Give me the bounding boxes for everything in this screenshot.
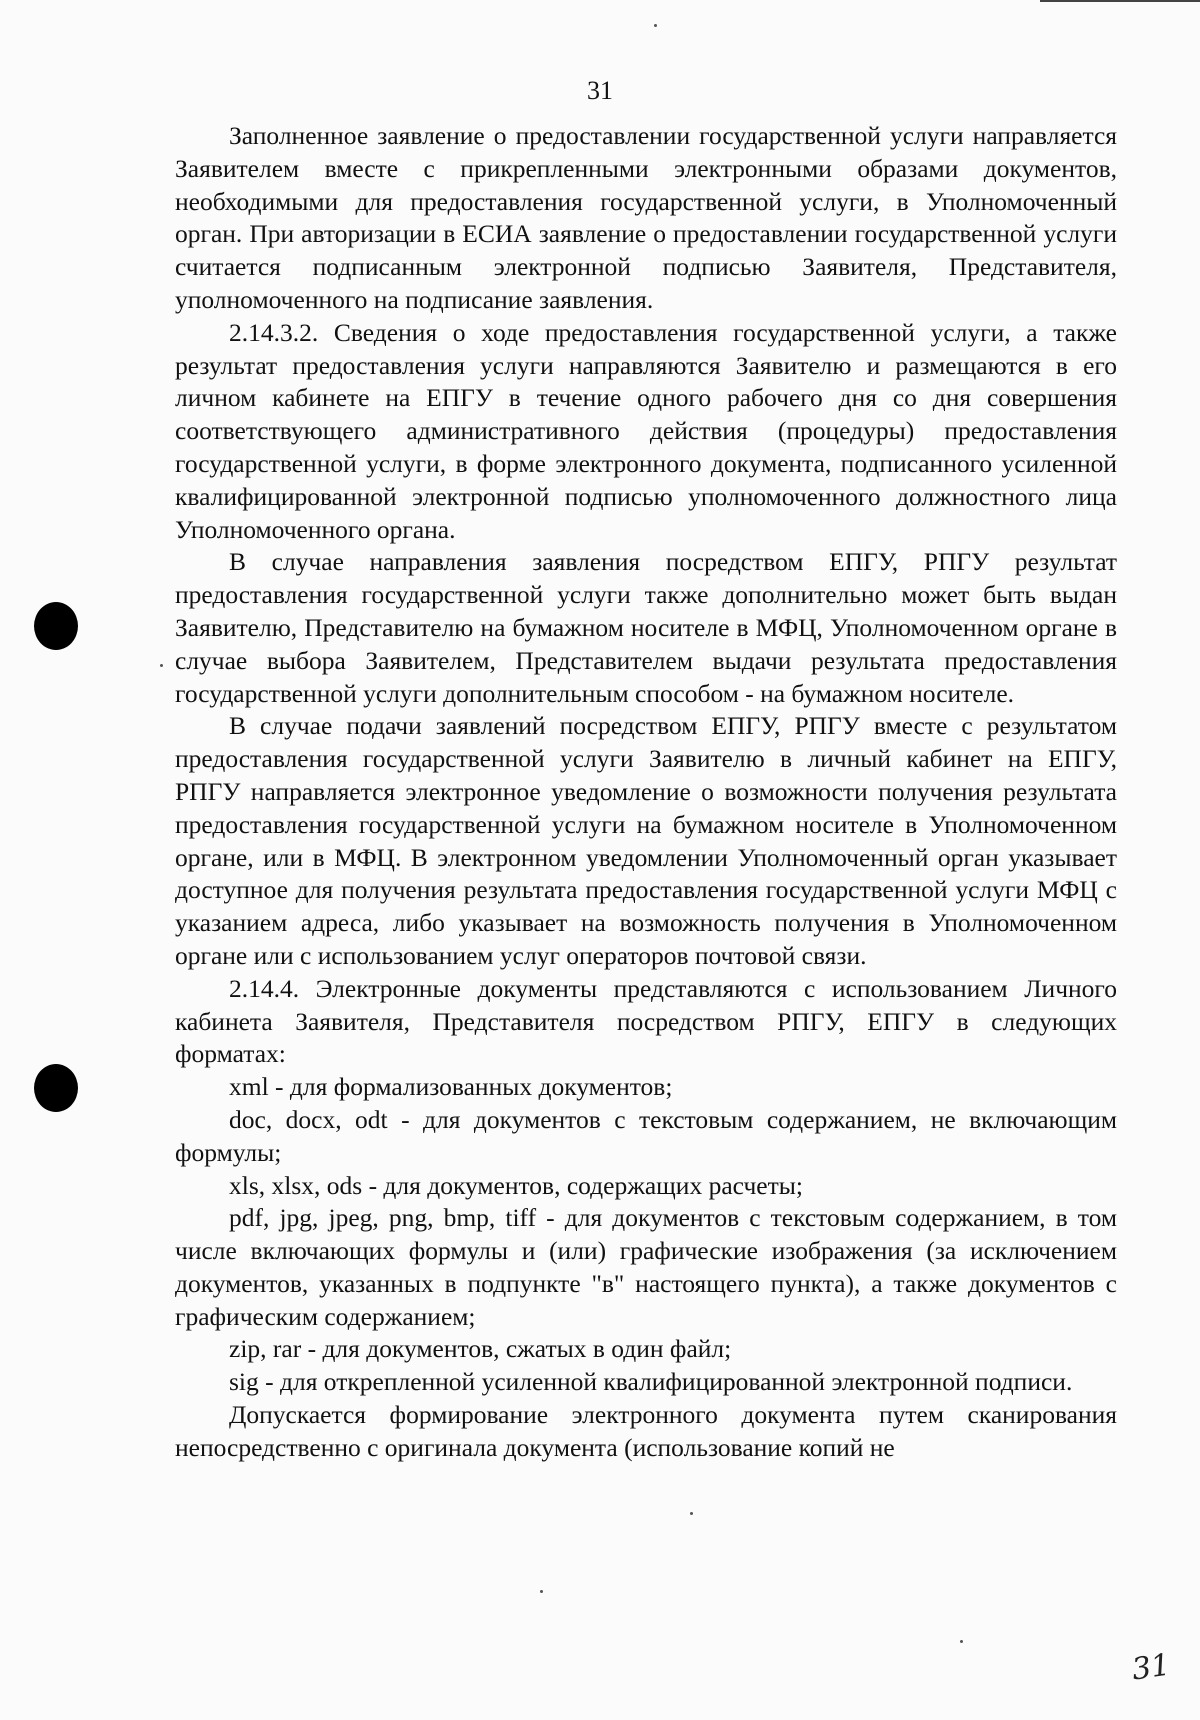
top-edge-rule xyxy=(1040,0,1200,2)
format-pdf: pdf, jpg, jpeg, png, bmp, tiff - для документов с текстовым содержанием, в том числе включающих формулы и (или) графические изображения (за исключением документов, указанных в подпункте "в" настоящего пункта), а также документов с графическим содержанием; xyxy=(175,1203,1117,1331)
paragraph-2-14-3-2: 2.14.3.2. Сведения о ходе предоставления государственной услуги, а также результат предоставления услуги направляются Заявителю и размещаются в его личном кабинете на ЕПГУ в течение одного рабочего дня со дня совершения соответствующего административного действия (процедуры) предоставления государственной услуги, в форме электронного документа, подписанного усиленной квалифицированной электронной подписью уполномоченного должностного лица Уполномоченного органа. xyxy=(175,317,1117,544)
scan-speck xyxy=(160,664,163,667)
scan-speck xyxy=(960,1640,963,1643)
paragraph-paper-result: В случае направления заявления посредством ЕПГУ, РПГУ результат предоставления государственной услуги также дополнительно может быть выдан Заявителю, Представителю на бумажном носителе в МФЦ, Уполномоченном органе в случае выбора Заявителем, Представителем выдачи результата предоставления государственной услуги дополнительным способом - на бумажном носителе. xyxy=(175,547,1117,708)
punch-hole-bottom xyxy=(34,1064,78,1112)
format-xls: xls, xlsx, ods - для документов, содержащих расчеты; xyxy=(229,1170,803,1200)
document-body xyxy=(175,120,1117,1465)
format-xml: xml - для формализованных документов; xyxy=(229,1072,673,1102)
handwritten-page-number: 31 xyxy=(1129,1647,1173,1688)
page-number: 31 xyxy=(587,76,613,105)
format-sig: sig - для открепленной усиленной квалифицированной электронной подписи. xyxy=(229,1367,1073,1397)
paragraph-electronic-notice: В случае подачи заявлений посредством ЕПГУ, РПГУ вместе с результатом предоставления государственной услуги Заявителю в личный кабинет на ЕПГУ, РПГУ направляется электронное уведомление о возможности получения результата предоставления государственной услуги на бумажном носителе в Уполномоченном органе, или в МФЦ. В электронном уведомлении Уполномоченный орган указывает доступное для получения результата предоставления государственной услуги МФЦ с указанием адреса, либо указывает на возможность получения в Уполномоченном органе или с использованием услуг операторов почтовой связи. xyxy=(175,711,1117,970)
paragraph-scanning: Допускается формирование электронного документа путем сканирования непосредственно с оригинала документа (использование копий не xyxy=(175,1400,1117,1462)
scan-speck xyxy=(690,1512,693,1515)
paragraph-2-14-4: 2.14.4. Электронные документы представляются с использованием Личного кабинета Заявителя, Представителя посредством РПГУ, ЕПГУ в следующих форматах: xyxy=(175,973,1117,1069)
format-doc: doc, docx, odt - для документов с текстовым содержанием, не включающим формулы; xyxy=(175,1104,1117,1167)
format-zip: zip, rar - для документов, сжатых в один файл; xyxy=(229,1334,732,1364)
scan-speck xyxy=(654,24,657,27)
scan-speck xyxy=(540,1590,543,1593)
paragraph-application-submission: Заполненное заявление о предоставлении государственной услуги направляется Заявителем вместе с прикрепленными электронными образами документов, необходимыми для предоставления государственной услуги, в Уполномоченный орган. При авторизации в ЕСИА заявление о предоставлении государственной услуги считается подписанным электронной подписью Заявителя, Представителя, уполномоченного на подписание заявления. xyxy=(175,121,1117,314)
punch-hole-top xyxy=(34,602,78,650)
